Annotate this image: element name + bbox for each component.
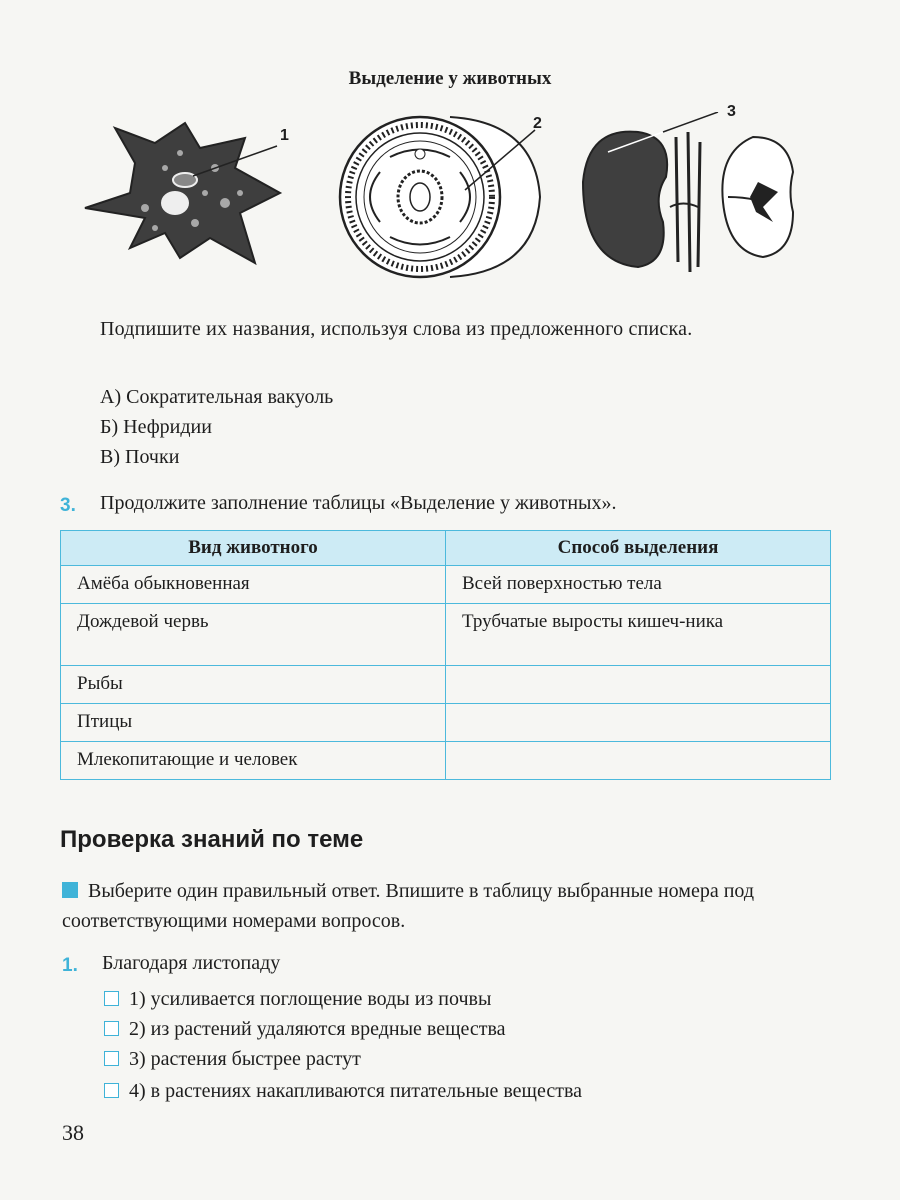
table-cell: Дождевой червь (61, 604, 446, 666)
amoeba-illustration (75, 108, 295, 278)
table-cell: Всей поверхностью тела (446, 566, 831, 604)
answer-label: 4) в растениях накапливаются питательные вещества (129, 1080, 583, 1102)
table-row (61, 742, 831, 780)
answer-option-3[interactable] (104, 1048, 361, 1071)
question-1-text: Благодаря листопаду (102, 952, 281, 974)
table-cell: Трубчатые выросты кишеч-ника (446, 604, 831, 666)
excretion-table (60, 530, 831, 780)
figure-title: Выделение у животных (348, 68, 552, 89)
option-c: В) Почки (100, 446, 180, 468)
table-header: Вид животного (61, 531, 446, 566)
answer-option-2[interactable] (104, 1018, 506, 1041)
table-row (61, 604, 831, 666)
table-row (61, 566, 831, 604)
table-row (61, 666, 831, 704)
checkbox-icon[interactable] (104, 991, 119, 1006)
table-header-row (61, 531, 831, 566)
kidney-illustration (578, 112, 818, 277)
table-cell: Млекопитающие и человек (61, 742, 446, 780)
table-cell: Амёба обыкновенная (61, 566, 446, 604)
table-cell[interactable] (446, 666, 831, 704)
section-title: Проверка знаний по теме (60, 826, 364, 853)
question-3-number: 3. (60, 495, 76, 516)
answer-option-1[interactable] (104, 988, 491, 1011)
checkbox-icon[interactable] (104, 1083, 119, 1098)
option-b: Б) Нефридии (100, 416, 212, 438)
page-number: 38 (62, 1120, 84, 1145)
answer-label: 2) из растений удаляются вредные вещества (129, 1018, 506, 1040)
checkbox-icon[interactable] (104, 1021, 119, 1036)
instruction-text: Подпишите их названия, используя слова из предложенного списка. (100, 318, 693, 340)
figure-label-3: 3 (727, 103, 736, 120)
square-bullet-icon (62, 882, 78, 898)
question-3-text: Продолжите заполнение таблицы «Выделение у животных». (100, 492, 617, 514)
task-instruction (62, 876, 832, 936)
table-header: Способ выделения (446, 531, 831, 566)
answer-option-4[interactable] (104, 1080, 582, 1103)
figure-label-1: 1 (280, 127, 289, 144)
table-cell[interactable] (446, 742, 831, 780)
checkbox-icon[interactable] (104, 1051, 119, 1066)
table-row (61, 704, 831, 742)
option-a: А) Сократительная вакуоль (100, 386, 334, 408)
table-cell: Птицы (61, 704, 446, 742)
answer-label: 3) растения быстрее растут (129, 1048, 361, 1070)
earthworm-cross-section-illustration (330, 112, 550, 282)
task-text: Выберите один правильный ответ. Впишите в таблицу выбранные номера под соответствующими номерами вопросов. (62, 880, 755, 932)
table-cell: Рыбы (61, 666, 446, 704)
answer-label: 1) усиливается поглощение воды из почвы (129, 988, 492, 1010)
question-1-number: 1. (62, 955, 78, 976)
figure-label-2: 2 (533, 115, 542, 132)
table-cell[interactable] (446, 704, 831, 742)
